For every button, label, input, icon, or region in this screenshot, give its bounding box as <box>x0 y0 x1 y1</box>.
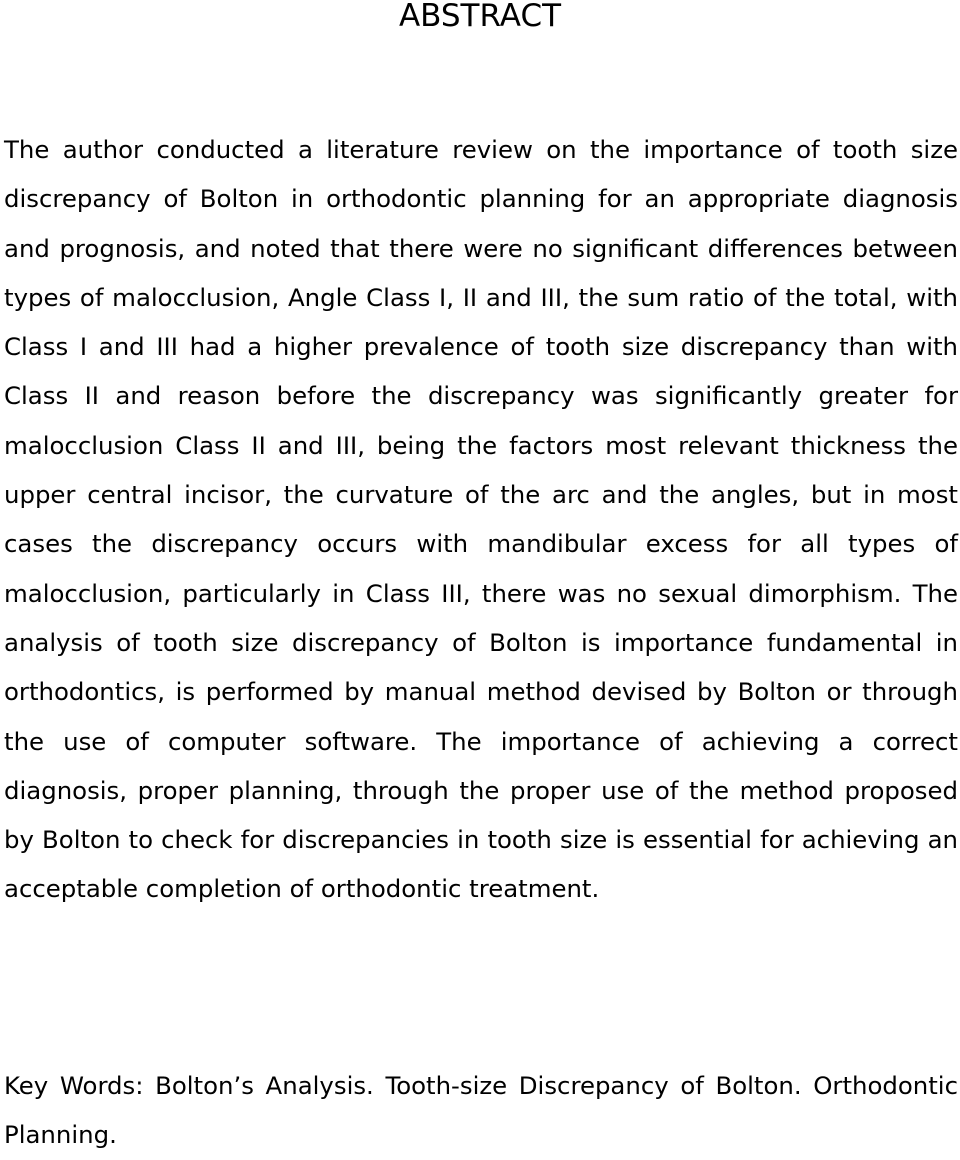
keywords-paragraph: Key Words: Bolton’s Analysis. Tooth-size Discrepancy of Bolton. Orthodontic Planning. <box>4 1071 958 1150</box>
abstract-paragraph: The author conducted a literature review on the importance of tooth size discrepancy of Bolton in orthodontic planning for an appropriate diagnosis and prognosis, and noted that there were no significant differences between types of malocclusion, Angle Class I, II and III, the sum ratio of the total, with Class I and III had a higher prevalence of tooth size discrepancy than with Class II and reason before the discrepancy was significantly greater for malocclusion Class II and III, being the factors most relevant thickness the upper central incisor, the curvature of the arc and the angles, but in most cases the discrepancy occurs with mandibular excess for all types of malocclusion, particularly in Class III, there was no sexual dimorphism. The analysis of tooth size discrepancy of Bolton is importance fundamental in orthodontics, is performed by manual method devised by Bolton or through the use of computer software. The importance of achieving a correct diagnosis, proper planning, through the proper use of the method proposed by Bolton to check for discrepancies in tooth size is essential for achieving an acceptable completion of orthodontic treatment. <box>4 135 958 904</box>
abstract-heading: ABSTRACT <box>398 0 562 34</box>
